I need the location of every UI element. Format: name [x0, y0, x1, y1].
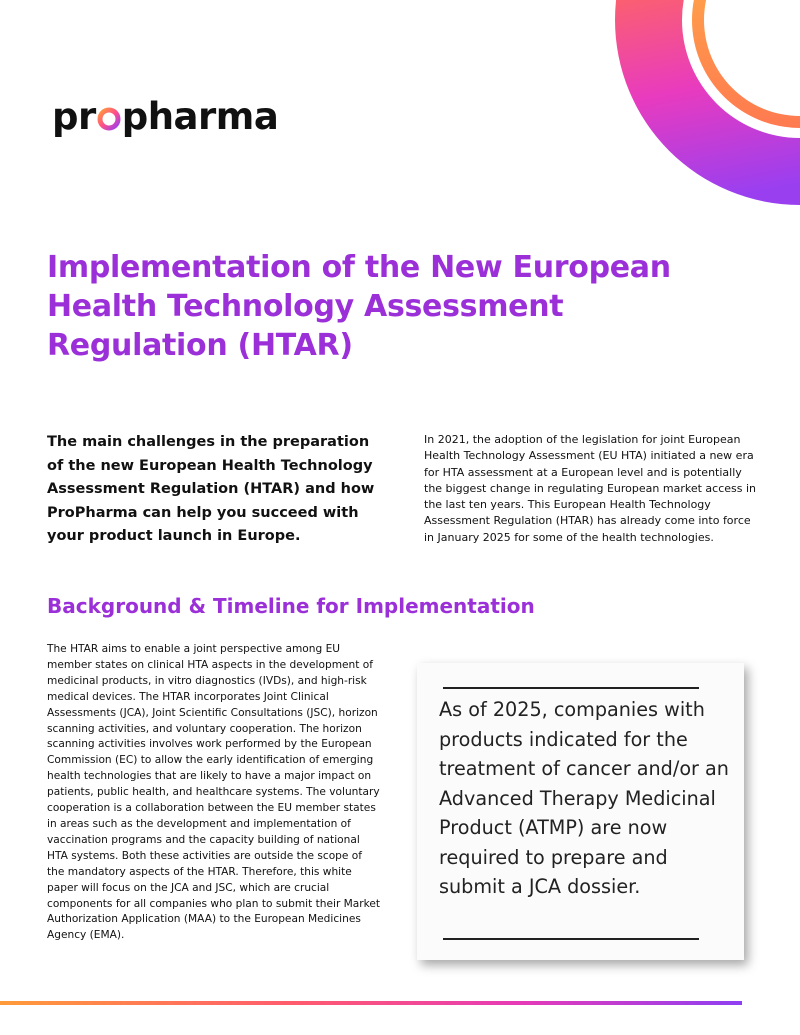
propharma-logo [52, 94, 278, 138]
logo-suffix: pharma [121, 94, 279, 138]
callout-text: As of 2025, companies with products indicated for the treatment of cancer and/or an Advanced Therapy Medicinal Product (ATMP) are now required to prepare and submit a JCA dossier. [439, 698, 729, 898]
gradient-arc-icon [560, 0, 800, 240]
lead-paragraph: The main challenges in the preparation of the new European Health Technology Assessment Regulation (HTAR) and how ProPharma can help you succeed with your product launch in Europe. [47, 434, 375, 544]
callout-rule-top [443, 687, 699, 689]
section-heading: Background & Timeline for Implementation [47, 594, 535, 618]
callout-rule-bottom [443, 938, 699, 940]
intro-paragraph: In 2021, the adoption of the legislation for joint European Health Technology Assessment (EU HTA) initiated a new era for HTA assessment at a European level and is potentially the biggest change in regulating European market access in the last ten years. This European Health Technology Assessment Regulation (HTAR) has already come into force in January 2025 for some of the health technologies. [424, 433, 756, 544]
logo-prefix: pr [52, 94, 96, 138]
body-paragraph: The HTAR aims to enable a joint perspective among EU member states on clinical HTA aspects in the development of medicinal products, in vitro diagnostics (IVDs), and high-risk medical devices. The HTAR incorporates Joint Clinical Assessments (JCA), Joint Scientific Consultations (JSC), horizon scanning activities, and voluntary cooperation. The horizon scanning activities involves work performed by the European Commission (EC) to allow the early identification of emerging health technologies that are likely to have a major impact on patients, public health, and healthcare systems. The voluntary cooperation is a collaboration between the EU member states in areas such as the development and implementation of vaccination programs and the capacity building of national HTA systems. Both these activities are outside the scope of the mandatory aspects of the HTAR. Therefore, this white paper will focus on the JCA and JSC, which are crucial components for all companies who plan to submit their Market Authorization Application (MAA) to the European Medicines Agency (EMA). [47, 643, 381, 942]
gradient-ring-icon [97, 107, 121, 131]
page-title: Implementation of the New European Health Technology Assessment Regulation (HTAR) [47, 250, 671, 363]
footer-gradient-bar [0, 1001, 742, 1005]
callout-box [417, 663, 744, 960]
